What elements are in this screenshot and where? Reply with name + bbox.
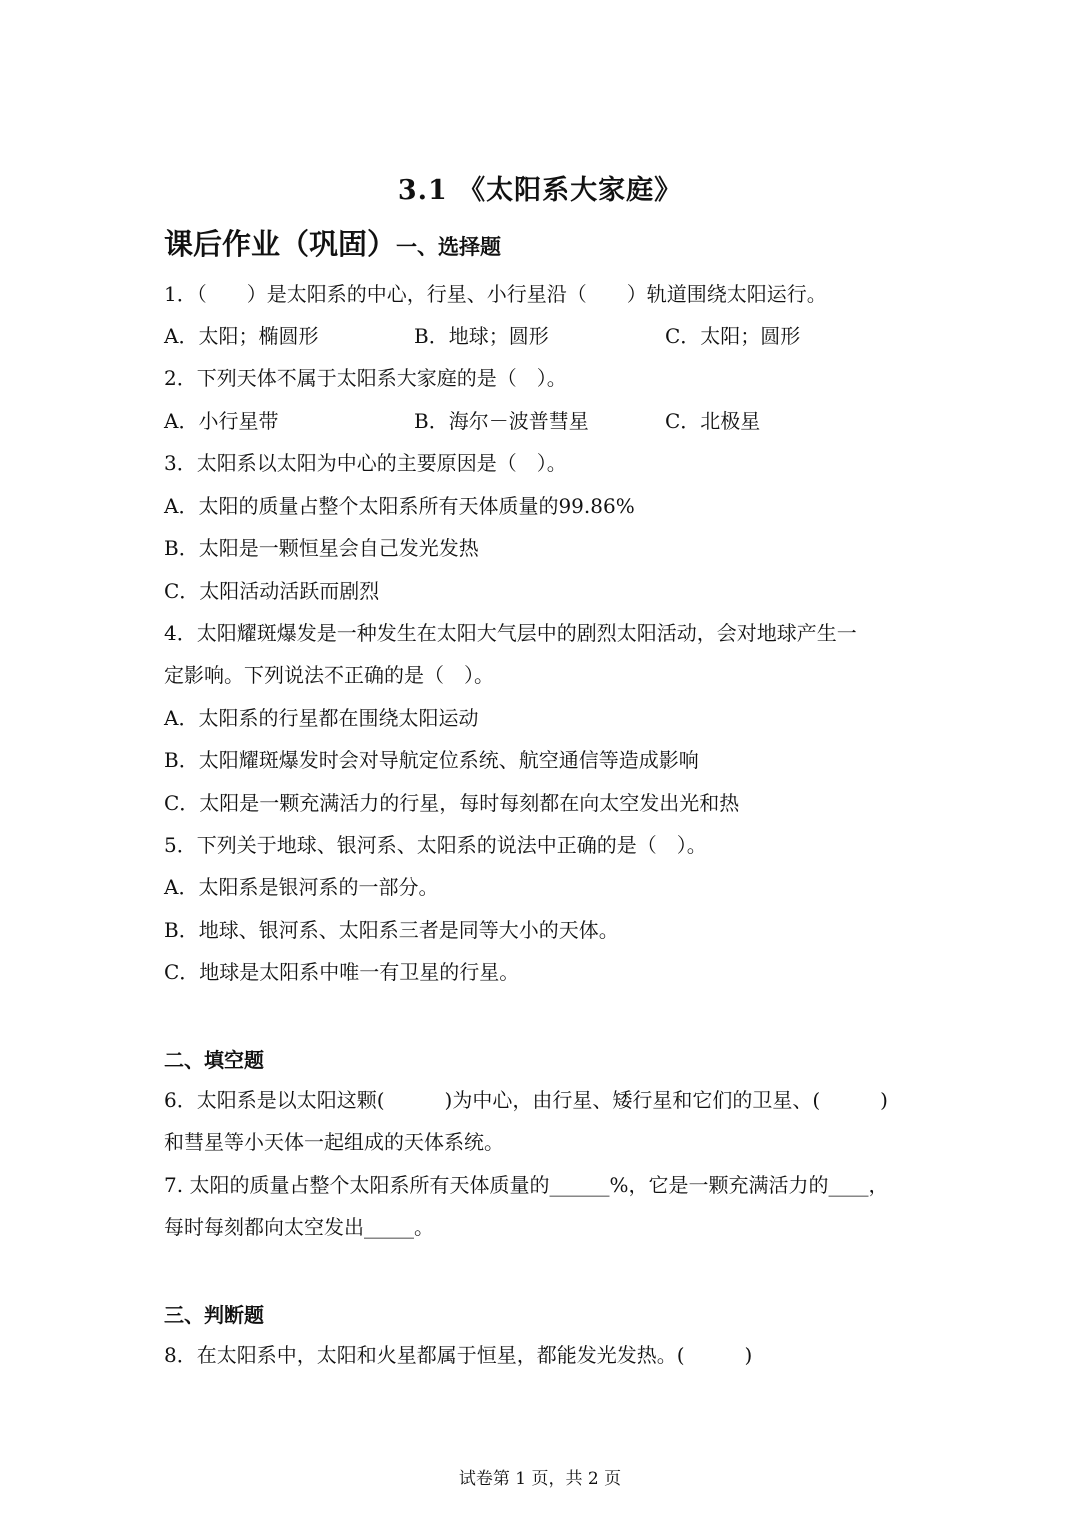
question-4-option-a: A．太阳系的行星都在围绕太阳运动 <box>164 706 479 730</box>
question-4-stem-line-1: 4．太阳耀斑爆发是一种发生在太阳大气层中的剧烈太阳活动，会对地球产生一 <box>164 621 857 645</box>
question-7-line-2: 每时每刻都向太空发出_____。 <box>164 1215 434 1239</box>
question-5-option-b: B．地球、银河系、太阳系三者是同等大小的天体。 <box>164 918 619 942</box>
homework-label: 课后作业（巩固） <box>164 227 397 261</box>
question-7-line-1: 7. 太阳的质量占整个太阳系所有天体质量的______%，它是一颗充满活力的____， <box>164 1173 889 1197</box>
question-5-option-a: A．太阳系是银河系的一部分。 <box>164 875 439 899</box>
section-1-title: 一、选择题 <box>396 234 502 259</box>
question-4-option-c: C．太阳是一颗充满活力的行星，每时每刻都在向太空发出光和热 <box>164 791 740 815</box>
question-3-stem: 3．太阳系以太阳为中心的主要原因是（ ）。 <box>164 451 567 475</box>
question-6-line-1: 6．太阳系是以太阳这颗( )为中心，由行星、矮行星和它们的卫星、( ) <box>164 1088 888 1112</box>
question-1-option-b: B．地球；圆形 <box>414 324 549 348</box>
page-title: 3.1 《太阳系大家庭》 <box>397 175 683 206</box>
question-3-option-a: A．太阳的质量占整个太阳系所有天体质量的99.86% <box>164 494 635 518</box>
section-header-line <box>164 222 501 263</box>
page-footer: 试卷第 1 页，共 2 页 <box>458 1469 622 1489</box>
question-4-stem-line-2: 定影响。下列说法不正确的是（ ）。 <box>164 663 494 687</box>
question-1-option-a: A．太阳；椭圆形 <box>164 324 319 348</box>
question-6-line-2: 和彗星等小天体一起组成的天体系统。 <box>164 1130 504 1154</box>
question-2-option-c: C．北极星 <box>665 409 761 433</box>
section-2-title: 二、填空题 <box>164 1048 264 1072</box>
section-3-title: 三、判断题 <box>164 1303 264 1327</box>
question-5-option-c: C．地球是太阳系中唯一有卫星的行星。 <box>164 960 520 984</box>
question-2-option-b: B．海尔－波普彗星 <box>414 409 589 433</box>
question-4-option-b: B．太阳耀斑爆发时会对导航定位系统、航空通信等造成影响 <box>164 748 699 772</box>
question-1-stem: 1．（ ）是太阳系的中心，行星、小行星沿（ ）轨道围绕太阳运行。 <box>164 282 827 306</box>
question-5-stem: 5．下列关于地球、银河系、太阳系的说法中正确的是（ ）。 <box>164 833 707 857</box>
question-3-option-c: C．太阳活动活跃而剧烈 <box>164 579 380 603</box>
question-1-option-c: C．太阳；圆形 <box>665 324 801 348</box>
question-3-option-b: B．太阳是一颗恒星会自己发光发热 <box>164 536 479 560</box>
question-2-stem: 2．下列天体不属于太阳系大家庭的是（ ）。 <box>164 366 567 390</box>
question-8-stem: 8．在太阳系中，太阳和火星都属于恒星，都能发光发热。( ) <box>164 1343 753 1367</box>
question-2-option-a: A．小行星带 <box>164 409 279 433</box>
